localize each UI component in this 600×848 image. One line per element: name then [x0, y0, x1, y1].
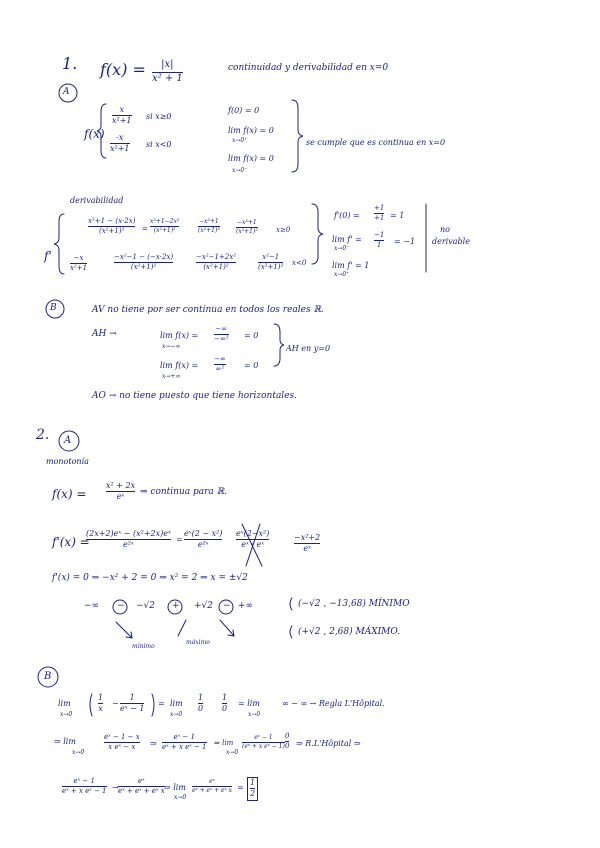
ah-lim2-fraction: −∞ ∞² [214, 355, 226, 374]
circle-sign-1 [113, 600, 127, 614]
f-denominator: x² + 1 [152, 72, 183, 84]
step2c-sub: x→0 [226, 749, 239, 756]
piece2-fraction: -x x²+1 [110, 133, 130, 154]
derivative-right-limit-sub: x→0⁺ [334, 271, 350, 278]
step3c-fraction: eˣ eˣ + eˣ + eˣ x [192, 778, 233, 795]
d2a-fraction: −x x²+1 [70, 254, 88, 273]
limit-b-sub: x→0 [170, 711, 183, 718]
circle-part-b [46, 300, 64, 318]
exercise-2-number: 2. [36, 427, 50, 443]
step3-fraction: eˣ − 1 eˣ + x eˣ − 1 [62, 777, 107, 796]
circle-sign-3 [219, 600, 233, 614]
step2-arrow: ⇒ [150, 739, 157, 748]
ex2-fp2-fraction: eˣ(2 − x²) e²ˣ [184, 529, 223, 550]
step2c-limit: ⇒ lim [214, 739, 234, 747]
circle-ex2-part-b [38, 667, 58, 687]
minimo-label: mínimo [132, 643, 155, 650]
horizontal-asymptote-label: AH → [92, 329, 117, 339]
no-derivable-2: derivable [432, 237, 470, 246]
step3-arrow: → [112, 783, 119, 792]
derivative-right-limit: lim f' = 1 [332, 261, 370, 270]
sign-pos-inf: +∞ [238, 601, 254, 611]
d1-fraction: x²+1 − (x·2x) (x²+1)² [88, 217, 136, 236]
limit-a-parens [90, 694, 154, 716]
right-limit-sub: x→0⁺ [232, 137, 248, 144]
circle-sign-2 [168, 600, 182, 614]
brace-derivative [54, 214, 64, 274]
ah-limit-2: lim f(x) = [160, 361, 199, 370]
step2-fraction: eˣ − 1 − x x eˣ − x [104, 733, 140, 752]
piece1-fraction: x x²+1 [112, 105, 132, 126]
sign-minus-sqrt2: −√2 [136, 601, 156, 611]
step2-limit: ⇒ lim [54, 737, 76, 746]
d1b-fraction: x²+1−2x² (x²+1)² [150, 218, 180, 235]
piece2-condition: si x<0 [146, 140, 172, 149]
step2c-rest: ⇒ R.L'Hôpital ⇒ [296, 739, 361, 748]
f-definition-lhs: f(x) = [100, 60, 146, 79]
step2-limit-sub: x→0 [72, 749, 85, 756]
point-parens [290, 598, 292, 638]
limit-b-frac1: 1 0 [198, 693, 204, 714]
lim-fp-l-fraction: −1 1 [374, 231, 385, 250]
lim-fp-l-value: = −1 [394, 237, 416, 246]
d1c-fraction: −x²+1 (x²+1)² [198, 218, 220, 235]
step2c-value-fraction: 0 0 [285, 732, 290, 751]
d1d-fraction: −x²+1 (x²+1)² [236, 219, 258, 236]
ah-conclusion: AH en y=0 [286, 344, 331, 353]
sign-plus-sqrt2: +√2 [194, 601, 214, 611]
ah-limit-2-sub: x→+∞ [162, 373, 181, 380]
step2b-fraction: eˣ − 1 eˣ + x eˣ − 1 [162, 733, 207, 752]
brace-derivative-right [312, 204, 323, 264]
limit-a-frac2: 1 eˣ − 1 [120, 693, 145, 714]
circle-part-a [59, 84, 77, 102]
brace-horizontal-asymptote [274, 324, 284, 366]
ah-limit-1-sub: x→−∞ [162, 343, 181, 350]
step2c-fraction: eˣ − 1 (eˣ + x eˣ − 1) [242, 734, 285, 751]
ah-lim1-fraction: −∞ −∞² [214, 325, 229, 344]
fp0-fraction: +1 +1 [374, 204, 385, 223]
no-derivable-1: no [440, 225, 450, 234]
ex2-critical-points: f'(x) = 0 ⇒ −x² + 2 = 0 ⇒ x² = 2 ⇒ x = ±√2 [52, 573, 248, 583]
continuity-conclusion: se cumple que es continua en x=0 [306, 138, 446, 147]
part-b-label: B [50, 303, 57, 313]
ex2-part-b-label: B [44, 671, 52, 682]
strike-line-1 [242, 524, 262, 566]
monotonia-label: monotonía [46, 457, 89, 466]
piecewise-lhs: f(x) [84, 127, 105, 141]
limit-a-equals: = [158, 699, 165, 708]
sign-neg-inf: −∞ [84, 601, 100, 611]
derivative-lhs: f' [44, 249, 52, 263]
step3c-limit: ⇒ lim [164, 783, 186, 792]
lhopital-note: ∞ − ∞ → Regla L'Hôpital. [282, 699, 385, 708]
d2b-fraction: −x²−1+2x² (x²+1)² [196, 253, 237, 272]
step3c-equals: = [237, 783, 244, 792]
task-statement: continuidad y derivabilidad en x=0 [228, 63, 389, 73]
strike-line-2 [246, 524, 260, 566]
maximum-point: (+√2 , 2,68) MÁXIMO. [298, 627, 401, 637]
brace-piecewise [97, 104, 106, 158]
sign-interval-3: − [223, 601, 231, 611]
sign-interval-1: − [117, 601, 125, 611]
f-numerator: |x| [161, 59, 174, 70]
limit-a-frac1: 1 x [98, 693, 104, 714]
derivative-left-limit-sub: x→0⁻ [334, 245, 350, 252]
limit-a: lim [58, 699, 71, 708]
d1-equals: = [142, 225, 148, 233]
limit-a-sub: x→0 [60, 711, 73, 718]
f-at-zero: f(0) = 0 [228, 106, 260, 115]
part-a-label: A [63, 87, 70, 97]
d1-condition: x≥0 [276, 226, 291, 234]
arrow-to-minimo [116, 622, 132, 638]
piece1-condition: si x≥0 [146, 112, 172, 121]
ex2-continuity: ⇒ continua para ℝ. [140, 487, 227, 497]
d2-condition: x<0 [292, 259, 307, 267]
limit-b: lim [170, 699, 183, 708]
ex2-part-a-label: A [64, 435, 72, 446]
step3c-sub: x→0 [174, 794, 187, 801]
sign-interval-2: + [172, 601, 180, 611]
vertical-asymptote: AV no tiene por ser continua en todos los reales ℝ. [92, 305, 324, 315]
ex2-fp-fraction: (2x+2)eˣ − (x²+2x)eˣ e²ˣ [86, 529, 171, 550]
ex2-f-fraction: x² + 2x eˣ [106, 481, 136, 502]
right-limit: lim f(x) = 0 [228, 126, 274, 135]
step3b-fraction: eˣ eˣ + eˣ + eˣ x [118, 777, 165, 796]
ah-limit-1: lim f(x) = [160, 331, 199, 340]
derivative-at-zero: f'(0) = [334, 211, 360, 220]
ah-lim2-value: = 0 [244, 361, 259, 370]
limit-c-sub: x→0 [248, 711, 261, 718]
left-limit: lim f(x) = 0 [228, 154, 274, 163]
derivative-left-limit: lim f' = [332, 235, 362, 244]
ex2-derivative-lhs: f'(x) = [52, 535, 90, 549]
arrow-decreasing [220, 620, 234, 636]
minimum-point: (−√2 , −13,68) MÍNIMO [298, 599, 410, 609]
circle-ex2-part-a [59, 431, 79, 451]
d2c-fraction: x²−1 (x²+1)² [258, 253, 284, 272]
maximo-label: máximo [186, 639, 210, 646]
oblique-asymptote: AO → no tiene puesto que tiene horizontales. [92, 391, 297, 401]
derivability-title: derivabilidad [70, 196, 124, 205]
fp0-value: = 1 [390, 211, 405, 220]
limit-b-frac2: 1 0 [222, 693, 228, 714]
brace-continuity [292, 100, 303, 172]
ex2-f-lhs: f(x) = [52, 487, 87, 501]
limit-a-minus: − [112, 699, 119, 708]
arrow-to-maximo [178, 620, 186, 636]
ah-lim1-value: = 0 [244, 331, 259, 340]
final-result: 1 2 [247, 777, 258, 801]
limit-c: = lim [238, 699, 260, 708]
ex2-fp-equals: = [176, 535, 183, 544]
exercise-1-number: 1. [62, 54, 78, 73]
ex2-fp3-fraction: eˣ(2−x²) eˣ · eˣ [236, 529, 270, 550]
d2-fraction: −x²−1 − (−x·2x) (x²+1)² [114, 253, 174, 272]
left-limit-sub: x→0⁻ [232, 167, 248, 174]
ex2-fp4-fraction: −x²+2 eˣ [294, 533, 321, 554]
